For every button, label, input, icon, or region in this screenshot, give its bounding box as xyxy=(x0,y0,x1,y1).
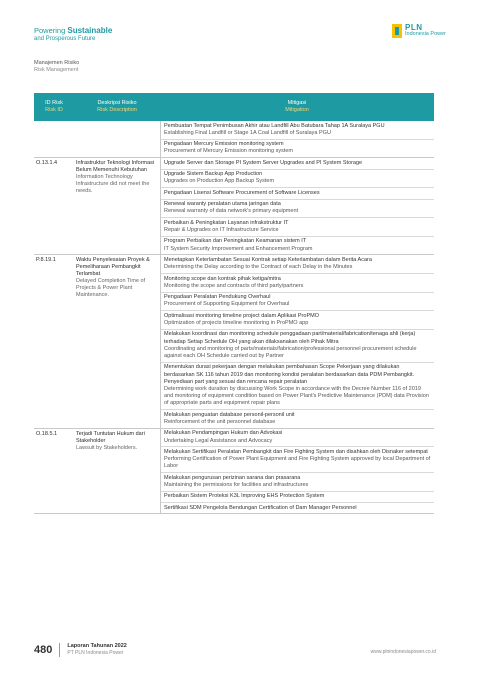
risk-description-id: Terjadi Tuntutan Hukum dari Stakeholder xyxy=(76,430,145,444)
header-id-risk-en: Risk ID xyxy=(45,107,63,113)
mitigation-text-en: Optimization of projects timeline monitoring in ProPMO app xyxy=(164,319,309,326)
risk-group xyxy=(34,121,434,158)
mitigation-text-en: Determining the Delay according to the Contract of each Delay in the Minutes xyxy=(164,264,353,271)
mitigation-text-en: Determining work duration by discussing Work Scope in accordance with the Decree Number 116 of 2019 and monitoring of equipment condition based on Power Plant's Predictive Maintenance (PDM) data Provision of appropriate parts and equipment repair plans xyxy=(164,385,429,407)
mitigation-text-id: Pengadaan Peralatan Pendukung Overhaul xyxy=(164,294,271,301)
mitigation-text-id: Perbaikan Sistem Proteksi K3L Improving EHS Protection System xyxy=(164,493,325,500)
logo-name: PLN xyxy=(405,23,423,32)
mitigation-text-en: Coordinating and monitoring of parts/materials/fabrication/professional personnel procurement schedule against each OH Schedule carried out by Partner xyxy=(164,345,417,359)
risk-id xyxy=(34,121,74,157)
mitigation-item xyxy=(161,363,434,410)
mitigation-item xyxy=(161,121,434,140)
mitigation-text-id: Sertifikasi SDM Pengelola Bendungan Certification of Dam Manager Personnel xyxy=(164,504,357,511)
mitigation-text-id: Pengadaan Lisensi Software Procurement of Software Licenses xyxy=(164,189,320,196)
brand-strong: Sustainable xyxy=(67,26,113,35)
risk-description-en: Information Technology Infrastructure did not meet the needs. xyxy=(76,174,150,195)
mitigation-item xyxy=(161,188,434,199)
mitigation-item xyxy=(161,170,434,189)
brand-line2: and Prosperous Future xyxy=(34,36,96,42)
risk-description xyxy=(74,429,160,514)
page-number: 480 xyxy=(34,643,60,657)
mitigation-item xyxy=(161,410,434,428)
risk-description-id: Waktu Penyelesaian Proyek & Pemeliharaan Pembangkit Terlambat xyxy=(76,257,150,278)
company-name: PT PLN Indonesia Power xyxy=(67,650,124,656)
mitigation-text-en: Undertaking Legal Assistance and Advocacy xyxy=(164,437,273,444)
mitigation-text-id: Upgrade Sistem Backup App Production xyxy=(164,171,263,178)
mitigation-text-id: Upgrade Server dan Storage PI System Server Upgrades and PI System Storage xyxy=(164,159,363,166)
footer xyxy=(34,643,127,657)
mitigation-item xyxy=(161,237,434,255)
risk-group xyxy=(34,255,434,428)
mitigation-text-en: Maintaining the permissions for facilities and infrastructures xyxy=(164,481,309,488)
mitigation-item xyxy=(161,503,434,513)
mitigation-item xyxy=(161,255,434,274)
mitigation-list xyxy=(160,121,434,157)
mitigation-item xyxy=(161,293,434,312)
risk-description-en: Lawsuit by Stakeholders. xyxy=(76,444,138,451)
risk-description xyxy=(74,121,160,157)
mitigation-list xyxy=(160,429,434,514)
mitigation-text-en: Procurement of Mercury Emission monitoring system xyxy=(164,148,293,155)
mitigation-text-id: Perbaikan & Peningkatan Layanan infrakstruktur IT xyxy=(164,219,289,226)
header-mitigation xyxy=(160,93,434,121)
risk-group xyxy=(34,429,434,515)
header-description xyxy=(74,93,160,121)
mitigation-text-en: IT System Security Improvement and Enhancement Program xyxy=(164,245,313,252)
mitigation-item xyxy=(161,447,434,473)
mitigation-item xyxy=(161,200,434,219)
risk-description xyxy=(74,158,160,254)
mitigation-item xyxy=(161,140,434,158)
mitigation-list xyxy=(160,158,434,254)
mitigation-item xyxy=(161,311,434,330)
mitigation-text-id: Melakukan pengurusan perizinan sarana dan prasarana xyxy=(164,474,301,481)
mitigation-item xyxy=(161,274,434,293)
mitigation-text-en: Repair & Upgrades on IT Infrastructure Service xyxy=(164,226,279,233)
mitigation-text-id: Monitoring scope dan kontrak pihak ketiga/mitra xyxy=(164,275,281,282)
mitigation-text-id: Pengadaan Mercury Emission monitoring system xyxy=(164,141,284,148)
mitigation-item xyxy=(161,492,434,503)
risk-description-id: Infrastruktur Teknologi Informasi Belum Memenuhi Kebutuhan xyxy=(76,160,155,174)
mitigation-item xyxy=(161,473,434,492)
section-title-en: Risk Management xyxy=(34,67,79,73)
section-title xyxy=(34,60,79,74)
mitigation-text-id: Renewal waranty peralatan utama jaringan data xyxy=(164,201,281,208)
mitigation-text-en: Upgrades on Production App Backup System xyxy=(164,178,275,185)
header-brand xyxy=(34,26,112,43)
mitigation-list xyxy=(160,255,434,427)
header-id-risk xyxy=(34,93,74,121)
mitigation-text-en: Establishing Final Landfill or Stage 1A Coal Landfill of Suralaya PGU xyxy=(164,129,331,136)
mitigation-text-id: Melakukan koordinasi dan monitoring schedule penggadaan part/material/fabrication/tenaga ahli (kerja) terhadap Setiap Schedule OH yang akan dilaksanakan oleh Pihak Mitra xyxy=(164,331,416,345)
mitigation-text-id: Melakukan Sertifikasi Peralatan Pembangkit dan Fire Fighting System dan disahkan oleh Disnaker setempat xyxy=(164,448,428,455)
risk-description-en: Delayed Completion Time of Projects & Power Plant Maintenance. xyxy=(76,278,146,299)
risk-description xyxy=(74,255,160,427)
mitigation-text-id: Menentukan durasi pekerjaan dengan melakukan pembahasan Scope Pekerjaan yang dilakukan berdasarkan SK 116 tahun 2019 dan monitoring kondisi peralatan berdasarkan data PDM Pembangkit. Penyediaan part yang sesuai dan rencana repair peralatan xyxy=(164,364,415,385)
brand-prefix: Powering xyxy=(34,26,68,35)
mitigation-text-id: Melakukan Pendampingan Hukum dan Advokasi xyxy=(164,430,283,437)
mitigation-item xyxy=(161,330,434,363)
header-description-en: Risk Description xyxy=(97,107,137,113)
mitigation-text-id: Optimalisasi monitoring timeline project dalam Aplikasi ProPMO xyxy=(164,312,319,319)
website-link[interactable]: www.plnindonesiapower.co.id xyxy=(370,649,436,655)
mitigation-text-id: Melakukan penguatan database personil-personil unit xyxy=(164,411,295,418)
pln-logo xyxy=(392,24,446,38)
header-id-risk-label: ID Risk xyxy=(45,100,63,106)
risk-id: O.13.1.4 xyxy=(36,160,58,167)
mitigation-item xyxy=(161,429,434,448)
table-body xyxy=(34,121,434,514)
mitigation-item xyxy=(161,218,434,237)
header-description-label: Deskripsi Risiko xyxy=(97,100,137,106)
mitigation-text-id: Pembuatan Tempat Penimbusan Akhir atau Landfill Abu Batubara Tahap 1A Suralaya PGU xyxy=(164,122,385,129)
report-title: Laporan Tahunan 2022 xyxy=(67,643,127,649)
risk-mitigation-table xyxy=(34,93,434,514)
risk-group xyxy=(34,158,434,255)
mitigation-text-en: Monitoring the scope and contracts of third party/partners xyxy=(164,282,304,289)
logo-sub: Indonesia Power xyxy=(405,31,446,37)
header-mitigation-en: Mitigation xyxy=(285,107,309,113)
mitigation-text-id: Menetapkan Keterlambatan Sesuai Kontrak setiap Keterlambatan dalam Berita Acara xyxy=(164,256,372,263)
mitigation-text-id: Program Perbaikan dan Peningkatan Keamanan sistem IT xyxy=(164,238,307,245)
section-title-id: Manajemen Risiko xyxy=(34,60,80,66)
mitigation-text-en: Renewal warranty of data network's primary equipment xyxy=(164,208,299,215)
table-header xyxy=(34,93,434,121)
mitigation-item xyxy=(161,158,434,169)
header-mitigation-label: Mitigasi xyxy=(287,100,307,106)
risk-id: O.18.5.1 xyxy=(36,430,58,437)
mitigation-text-en: Procurement of Supporting Equipment for Overhaul xyxy=(164,301,290,308)
mitigation-text-en: Reinforcement of the unit personnel database xyxy=(164,418,276,425)
risk-id: P.8.19.1 xyxy=(36,257,56,264)
mitigation-text-en: Performing Certification of Power Plant Equipment and Fire Fighting System approved by local Department of Labor xyxy=(164,456,431,470)
lightning-logo-icon xyxy=(392,24,402,38)
